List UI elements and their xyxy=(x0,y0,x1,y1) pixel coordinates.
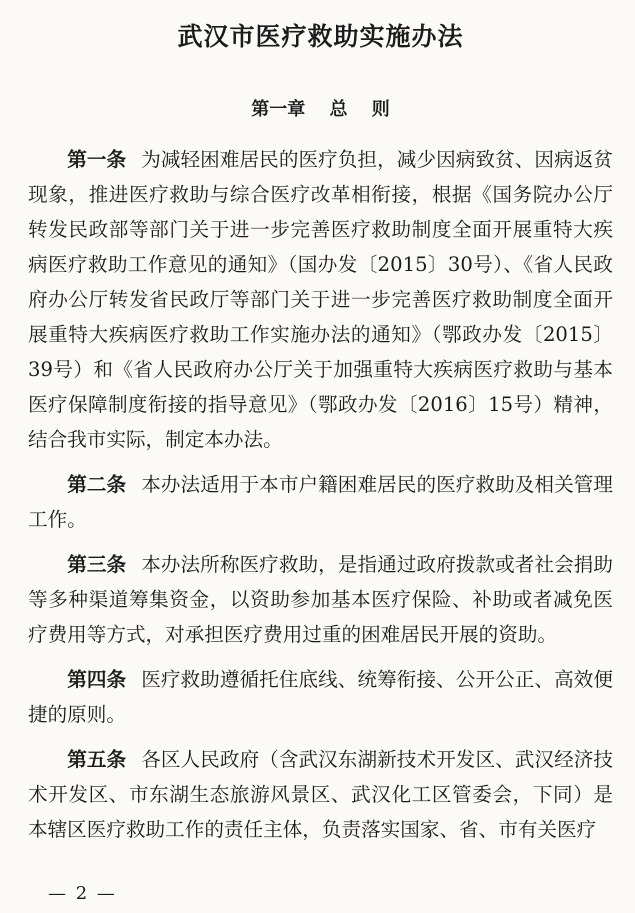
article-text: 医疗救助遵循托住底线、统筹衔接、公开公正、高效便捷的原则。 xyxy=(28,668,614,726)
article-text: 各区人民政府（含武汉东湖新技术开发区、武汉经济技术开发区、市东湖生态旅游风景区、武汉化工区管委会，下同）是本辖区医疗救助工作的责任主体，负责落实国家、省、市有关医疗 xyxy=(28,748,614,841)
article-label: 第三条 xyxy=(67,553,127,576)
chapter-heading: 第一章 总 则 xyxy=(251,99,390,120)
article-label: 第五条 xyxy=(67,748,127,771)
article-label: 第二条 xyxy=(67,473,127,496)
article-label: 第四条 xyxy=(67,668,127,691)
article-3 xyxy=(28,547,613,652)
document-title: 武汉市医疗救助实施办法 xyxy=(177,22,464,51)
article-4 xyxy=(28,662,613,732)
article-1 xyxy=(28,142,613,457)
page-number: — 2 — xyxy=(48,883,117,904)
article-label: 第一条 xyxy=(67,148,127,171)
article-text: 为减轻困难居民的医疗负担，减少因病致贫、因病返贫现象，推进医疗救助与综合医疗改革相衔接，根据《国务院办公厅转发民政部等部门关于进一步完善医疗救助制度全面开展重特大疾病医疗救助工作意见的通知》（国办发〔2015〕30号）、《省人民政府办公厅转发省民政厅等部门关于进一步完善医疗救助制度全面开展重特大疾病医疗救助工作实施办法的通知》（鄂政办发〔2015〕39号）和《省人民政府办公厅关于加强重特大疾病医疗救助与基本医疗保障制度衔接的指导意见》（鄂政办发〔2016〕15号）精神，结合我市实际，制定本办法。 xyxy=(28,148,614,451)
article-text: 本办法所称医疗救助，是指通过政府拨款或者社会捐助等多种渠道筹集资金，以资助参加基本医疗保险、补助或者减免医疗费用等方式，对承担医疗费用过重的困难居民开展的资助。 xyxy=(28,553,614,646)
article-5 xyxy=(28,742,613,847)
article-2 xyxy=(28,467,613,537)
article-text: 本办法适用于本市户籍困难居民的医疗救助及相关管理工作。 xyxy=(28,473,614,531)
